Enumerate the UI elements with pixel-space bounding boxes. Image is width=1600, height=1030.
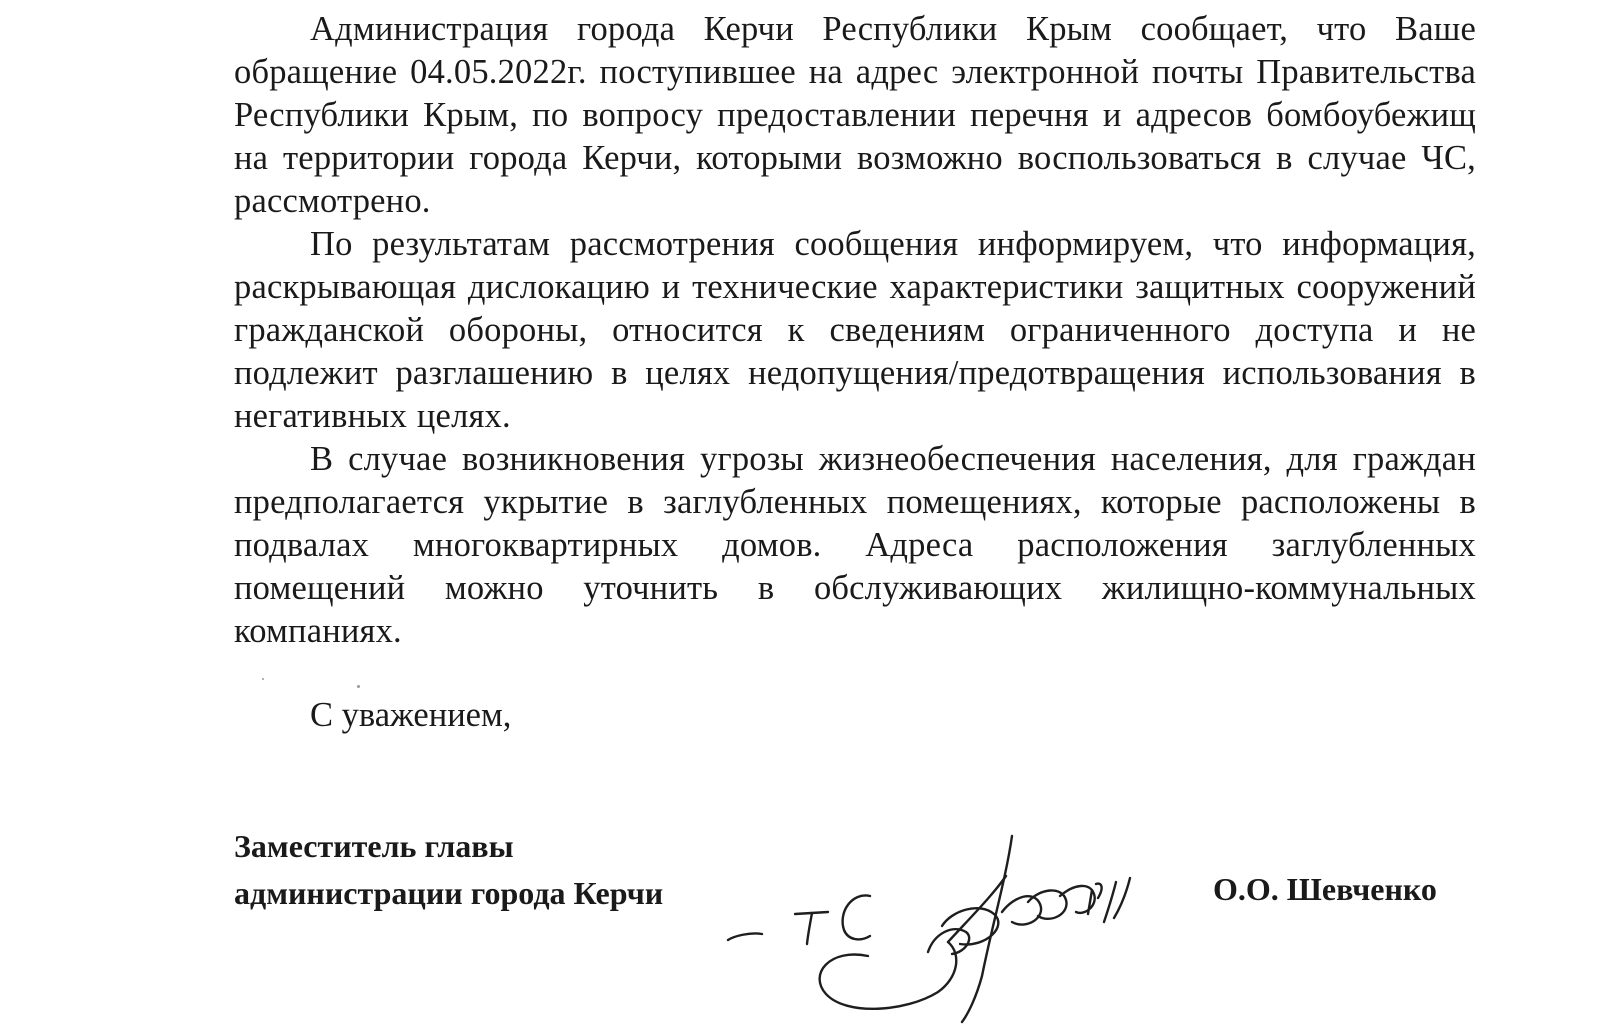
- signatory-position-line1: Заместитель главы: [234, 828, 514, 864]
- handwritten-signature: [720, 826, 1170, 1026]
- signatory-name: О.О. Шевченко: [1213, 871, 1437, 907]
- scan-speck: [357, 685, 360, 688]
- letter-body: [234, 8, 1476, 653]
- paragraph-request-reviewed: Администрация города Керчи Республики Крым сообщает, что Ваше обращение 04.05.2022г. поступившее на адрес электронной почты Правительства Республики Крым, по вопросу предоставлении перечня и адресов бомбоубежищ на территории города Керчи, которыми возможно воспользоваться в случае ЧС, рассмотрено.: [234, 10, 1476, 220]
- paragraph-shelter-guidance: В случае возникновения угрозы жизнеобеспечения населения, для граждан предполагается укрытие в заглубленных помещениях, которые расположены в подвалах многоквартирных домов. Адреса расположения заглубленных помещений можно уточнить в обслуживающих жилищно-коммунальных компаниях.: [234, 440, 1476, 650]
- closing-phrase: С уважением,: [310, 696, 512, 734]
- signatory-position: [234, 823, 663, 917]
- signatory-position-line2: администрации города Керчи: [234, 875, 664, 911]
- paragraph-restricted-info: По результатам рассмотрения сообщения информируем, что информация, раскрывающая дислокацию и технические характеристики защитных сооружений гражданской обороны, относится к сведениям ограниченного доступа и не подлежит разглашению в целях недопущения/предотвращения использования в негативных целях.: [234, 225, 1476, 435]
- scan-speck: [262, 678, 264, 680]
